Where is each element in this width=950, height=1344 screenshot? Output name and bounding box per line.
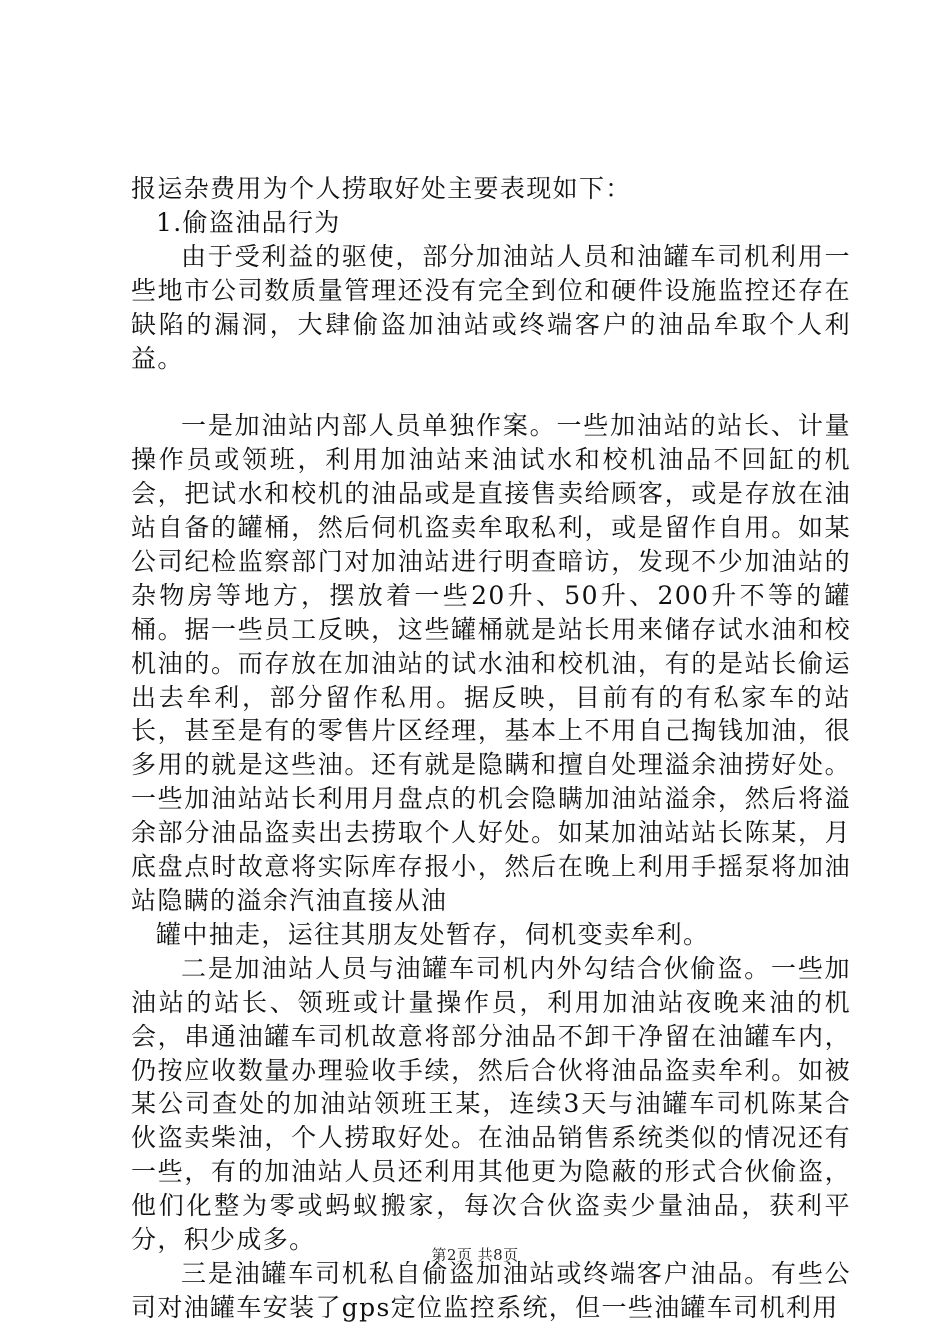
page-number-footer: 第2页 共8页 — [431, 1246, 519, 1264]
section-heading: 1.偷盗油品行为 — [156, 207, 341, 237]
paragraph-case-two: 二是加油站人员与油罐车司机内外勾结合伙偷盗。一些加油站的站长、领班或计量操作员，利用加油站夜晚来油的机会，串通油罐车司机故意将部分油品不卸干净留在油罐车内，仍按应收数量办理验收手续，然后合伙将油品盗卖牟利。如被某公司查处的加油站领班王某，连续3天与油罐车司机陈某合伙盗卖柴油，个人捞取好处。在油品销售系统类似的情况还有一些，有的加油站人员还利用其他更为隐蔽的形式合伙偷盗，他们化整为零或蚂蚁搬家，每次合伙盗卖少量油品，获利平分，积少成多。 — [131, 953, 851, 1255]
paragraph-intro-line: 报运杂费用为个人捞取好处主要表现如下： — [131, 174, 632, 203]
paragraph-spacer — [131, 375, 851, 409]
paragraph-case-one-continued: 罐中抽走，运往其朋友处暂存，伺机变卖牟利。 — [156, 919, 710, 949]
paragraph-case-three: 三是油罐车司机私自偷盗加油站或终端客户油品。有些公司对油罐车安装了gps定位监控系统，但一些油罐车司机利用 — [131, 1258, 851, 1322]
paragraph-overview: 由于受利益的驱使，部分加油站人员和油罐车司机利用一些地市公司数质量管理还没有完全到位和硬件设施监控还存在缺陷的漏洞，大肆偷盗加油站或终端客户的油品牟取个人利益。 — [131, 241, 851, 373]
document-body — [131, 172, 851, 1325]
paragraph-case-one: 一是加油站内部人员单独作案。一些加油站的站长、计量操作员或领班，利用加油站来油试水和校机油品不回缸的机会，把试水和校机的油品或是直接售卖给顾客，或是存放在油站自备的罐桶，然后伺机盗卖牟取私利，或是留作自用。如某公司纪检监察部门对加油站进行明查暗访，发现不少加油站的杂物房等地方，摆放着一些20升、50升、200升不等的罐桶。据一些员工反映，这些罐桶就是站长用来储存试水油和校机油的。而存放在加油站的试水油和校机油，有的是站长偷运出去牟利，部分留作私用。据反映，目前有的有私家车的站长，甚至是有的零售片区经理，基本上不用自己掏钱加油，很多用的就是这些油。还有就是隐瞒和擅自处理溢余油捞好处。一些加油站站长利用月盘点的机会隐瞒加油站溢余，然后将溢余部分油品盗卖出去捞取个人好处。如某加油站站长陈某，月底盘点时故意将实际库存报小，然后在晚上利用手摇泵将加油站隐瞒的溢余汽油直接从油 — [131, 411, 851, 916]
